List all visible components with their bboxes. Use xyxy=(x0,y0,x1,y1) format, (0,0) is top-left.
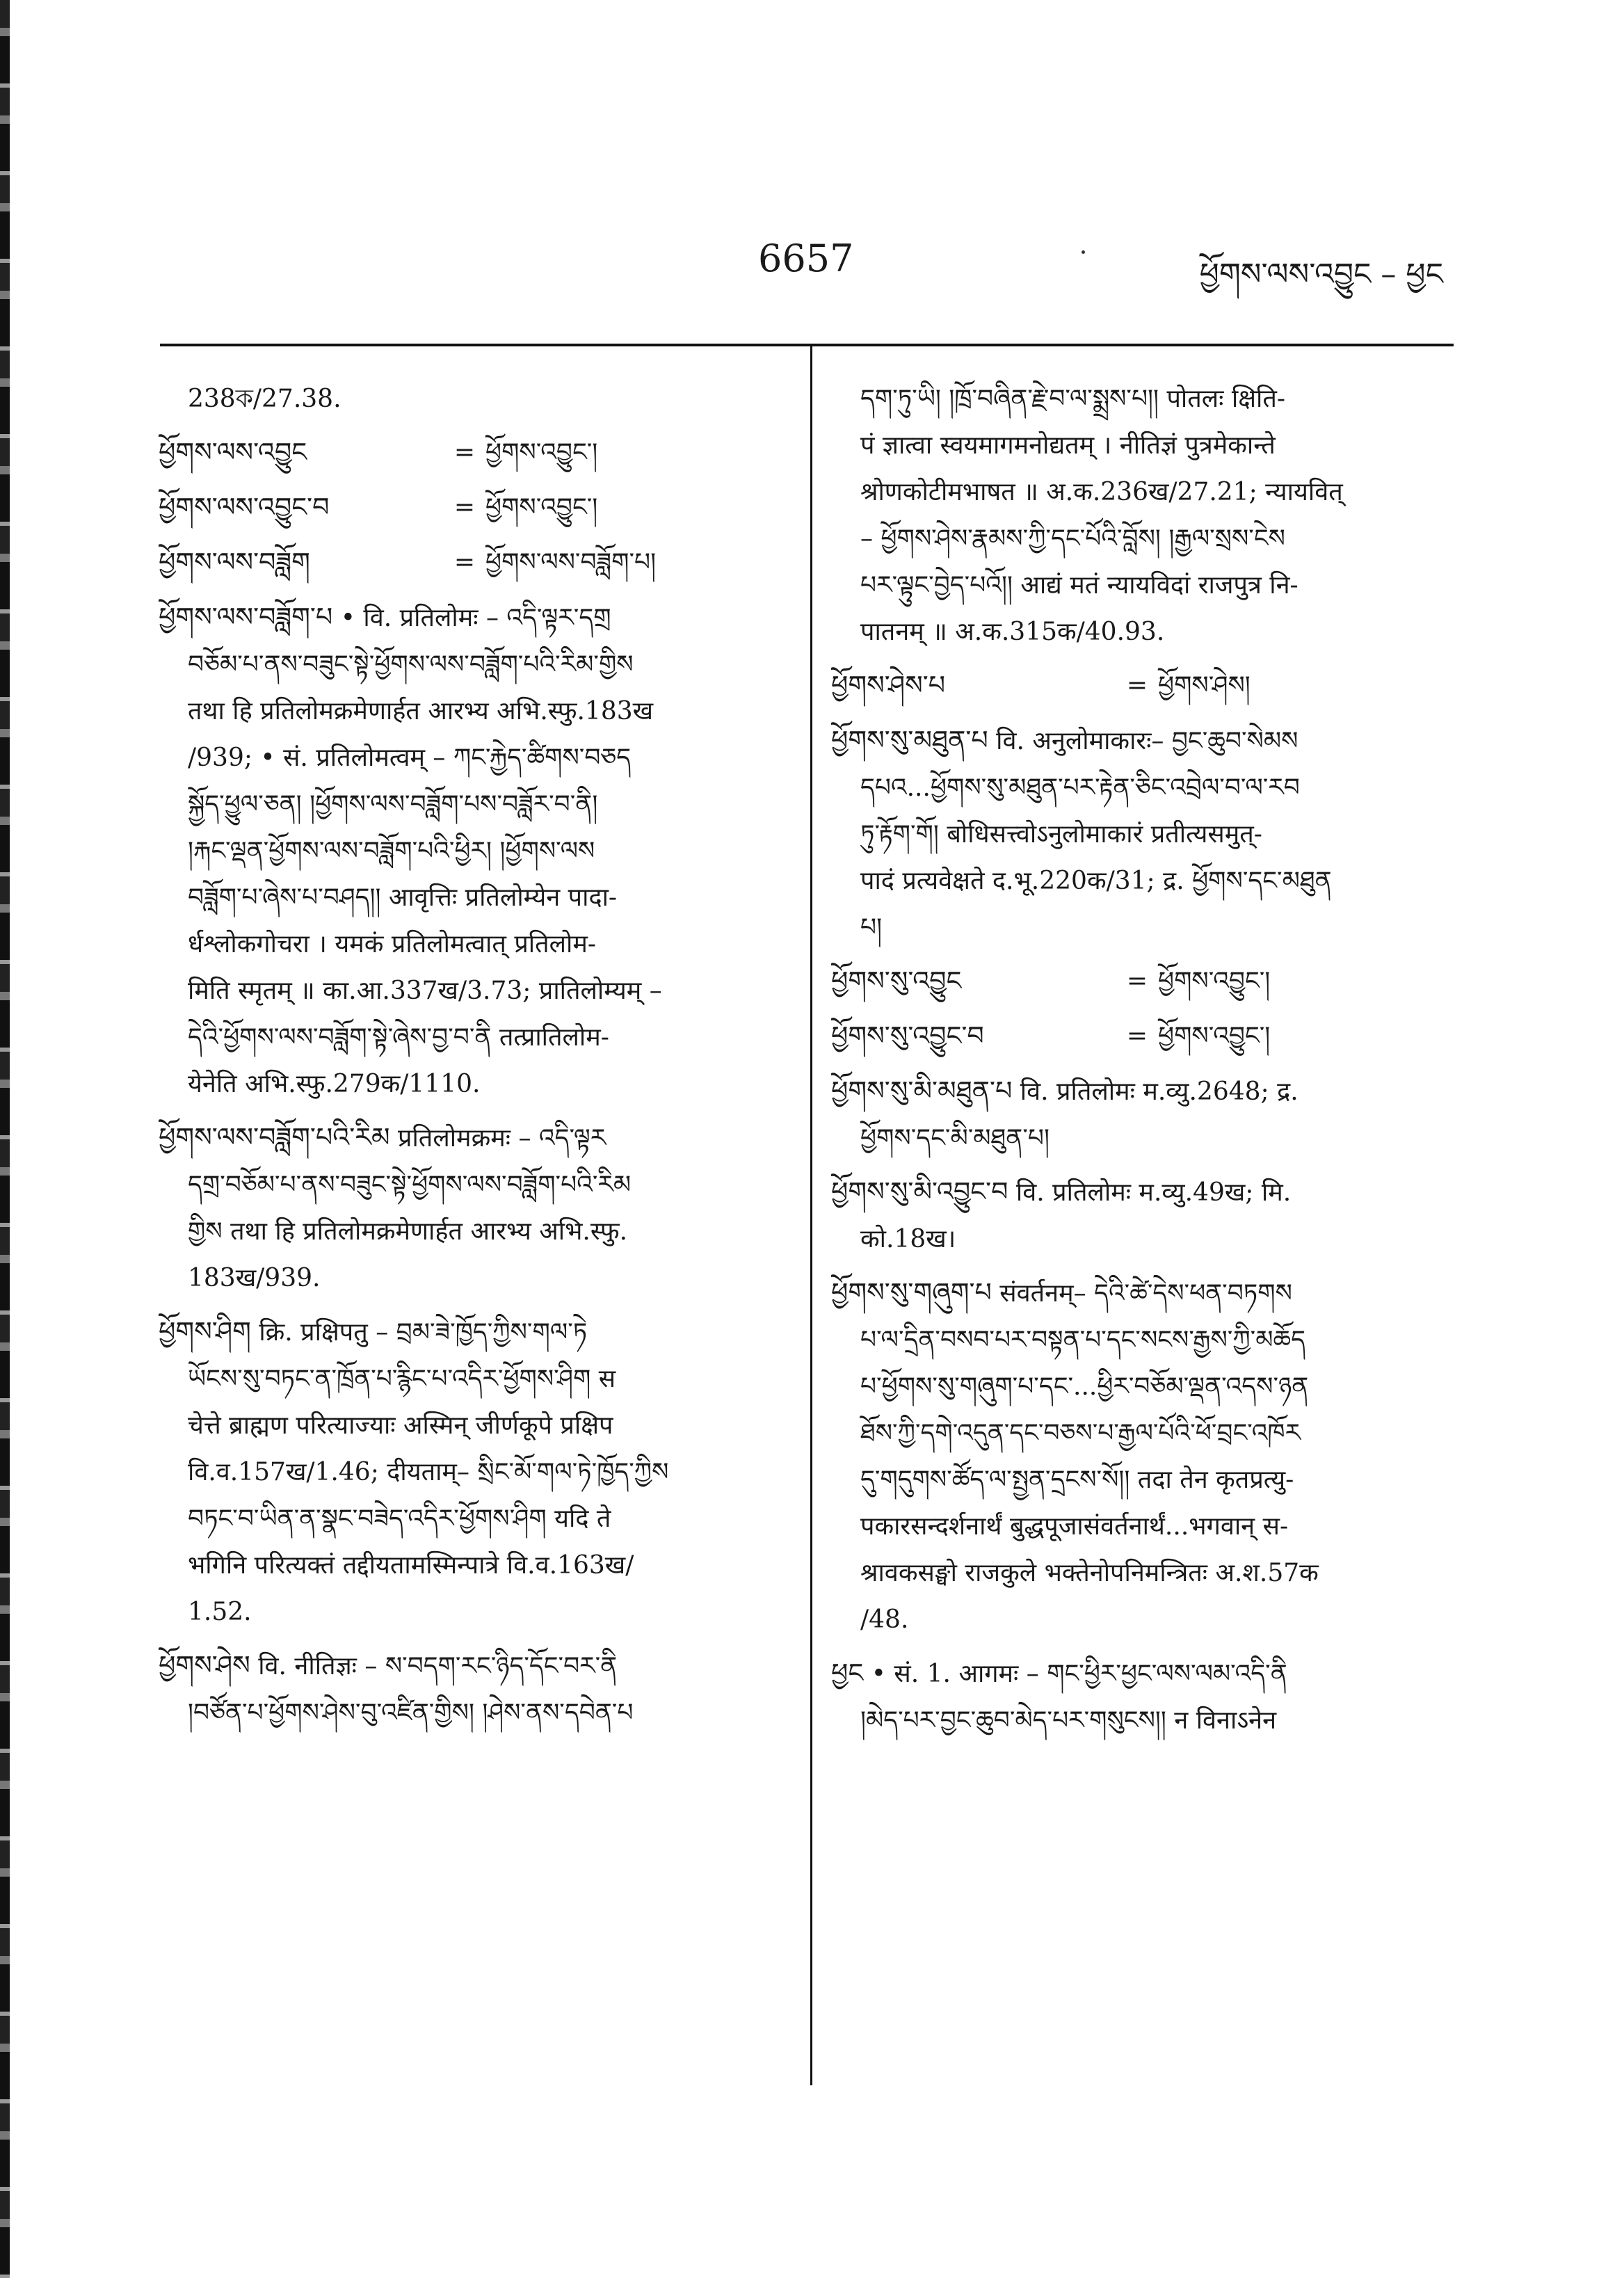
equals-sign: = xyxy=(1126,967,1148,995)
xref-target: ཕྱོགས་འབྱུང་། xyxy=(485,438,598,467)
xref-entry xyxy=(831,1013,1457,1059)
scan-speck xyxy=(1082,250,1085,254)
entry-headword: ཕྱོགས་སུ་མི་འབྱུང་བ xyxy=(831,1176,1008,1207)
dictionary-entry xyxy=(159,594,785,1107)
entry-line: पं ज्ञात्वा स्वयमागमनोद्यतम् । नीतिज्ञं पुत्रमेकान्ते xyxy=(860,431,1276,460)
entry-line: ཏུ་རྟོག་གོ། बोधिसत्त्वोऽनुलोमाकारं प्रतीत्यसमुत्- xyxy=(860,820,1262,849)
entry-line: भगिनि परित्यक्तं तद्दीयतामस्मिन्पात्रे वि.व.163ख/ xyxy=(188,1551,634,1580)
entry-headword: ཕྱོགས་སུ་མཐུན་པ xyxy=(831,725,988,755)
entry-line: वि. प्रतिलोमः म.व्यु.49ख; मि. xyxy=(1015,1178,1292,1207)
xref-target: ཕྱོགས་འབྱུང་། xyxy=(1158,967,1271,995)
xref-headword: ཕྱོགས་ལས་འབྱུང xyxy=(159,437,307,467)
entry-line: /48. xyxy=(860,1605,909,1634)
entry-line: པ་ཕྱོགས་སུ་གཞུག་པ་དང་...ཕྱིར་བཅོམ་ལྡན་འདས་ཉན xyxy=(860,1372,1309,1401)
entry-line: །རྐང་ལྡན་ཕྱོགས་ལས་བཟློག་པའི་ཕྱིར། །ཕྱོགས་ལས xyxy=(188,837,595,865)
xref-entry xyxy=(159,429,785,476)
xref-headword: ཕྱོགས་ཤེས་པ xyxy=(831,670,946,700)
entry-line: /939; • सं. प्रतिलोमत्वम् – ཀང་རྐྱེད་ཚིགས་བཅད xyxy=(188,744,632,772)
xref-headword: ཕྱོགས་སུ་འབྱུང་བ xyxy=(831,1020,984,1051)
header-rule xyxy=(160,344,1454,346)
entry-line: श्रोणकोटीमभाषत ॥ अ.क.236ख/27.21; न्यायवित् xyxy=(860,478,1343,506)
entry-line: वि.व.157ख/1.46; दीयताम्– སྲིང་མོ་གལ་ཏེ་ཁྱོད་ཀྱིས xyxy=(188,1458,669,1486)
dictionary-entry xyxy=(831,717,1457,951)
dictionary-entry xyxy=(831,1650,1457,1744)
entry-line: वि. अनुलोमाकारः– བྱང་ཆུབ་སེམས xyxy=(996,727,1299,755)
entry-line: तथा हि प्रतिलोमक्रमेणार्हत आरभ्य अभि.स्फु.183ख xyxy=(188,697,654,725)
entry-line: वि. प्रतिलोमः म.व्यु.2648; द्र. xyxy=(1020,1077,1299,1106)
dictionary-entry xyxy=(159,1642,785,1736)
running-head: ཕྱོགས་ལས་འབྱུང – ཕྱང xyxy=(1199,257,1443,292)
dictionary-entry xyxy=(831,1169,1457,1262)
entry-line: བཅོམ་པ་ནས་བཟུང་སྟེ་ཕྱོགས་ལས་བཟློག་པའི་རིམ་གྱིས xyxy=(188,650,634,679)
continuation-ref: 238ক/27.38. xyxy=(188,385,341,413)
entry-line: पकारसन्दर्शनार्थं बुद्धपूजासंवर्तनार्थं...भगवान् स- xyxy=(860,1512,1289,1541)
entry-line: • वि. प्रतिलोमः – འདི་ལྟར་དགྲ xyxy=(340,604,611,632)
entry-headword: ཕྱོགས་ཤིག xyxy=(159,1316,251,1347)
entry-line: གྱིས तथा हि प्रतिलोमक्रमेणार्हत आरभ्य अभि.स्फु. xyxy=(188,1217,628,1246)
entry-line: श्रावकसङ्घो राजकुले भक्तेनोपनिमन्त्रितः अ.श.57क xyxy=(860,1559,1319,1587)
xref-target: ཕྱོགས་ཤེས། xyxy=(1158,671,1251,700)
scan-edge xyxy=(0,0,10,2278)
entry-line: ཐོས་ཀྱི་དགེ་འདུན་དང་བཅས་པ་རྒྱལ་པོའི་ཕོ་བྲང་འཁོར xyxy=(860,1419,1301,1447)
equals-sign: = xyxy=(453,548,476,577)
entry-line: पादं प्रत्यवेक्षते द.भू.220क/31; द्र. ཕྱོགས་དང་མཐུན xyxy=(860,867,1332,895)
entry-line: དཔའ...ཕྱོགས་སུ་མཐུན་པར་རྟེན་ཅིང་འབྲེལ་བ་ལ་རབ xyxy=(860,773,1300,802)
equals-sign: = xyxy=(1126,1022,1148,1050)
entry-line: །མེད་པར་བྱང་ཆུབ་མེད་པར་གསུངས།། न विनाऽनेन xyxy=(860,1706,1277,1735)
xref-target: ཕྱོགས་འབྱུང་། xyxy=(1158,1022,1271,1050)
entry-line: प्रतिलोमक्रमः – འདི་ལྟར xyxy=(398,1124,606,1153)
entry-line: དུ་གདུགས་ཚོད་ལ་སྤྱན་དྲངས་སོ།། तदा तेन कृतप्रत्यु- xyxy=(860,1466,1294,1494)
xref-headword: ཕྱོགས་ལས་བཟློག xyxy=(159,547,310,577)
entry-line: །བཙོན་པ་ཕྱོགས་ཤེས་བུ་འཛིན་གྱིས། །ཤེས་ནས་དབེན་པ xyxy=(188,1699,634,1727)
xref-target: ཕྱོགས་འབྱུང་། xyxy=(485,493,598,522)
dictionary-entry xyxy=(159,1308,785,1635)
entry-line: को.18ख। xyxy=(860,1225,956,1253)
entry-headword: ཕྱང xyxy=(831,1658,864,1688)
entry-line: चेत्ते ब्राह्मण परित्याज्याः अस्मिन् जीर्णकूपे प्रक्षिप xyxy=(188,1411,613,1440)
entry-line: र्धश्लोकगोचरा । यमकं प्रतिलोमत्वात् प्रतिलोम- xyxy=(188,930,597,958)
xref-entry xyxy=(159,484,785,531)
entry-line: वि. नीतिज्ञः – ས་བདག་རང་ཉིད་དོང་བར་ནི xyxy=(258,1652,618,1681)
entry-headword: ཕྱོགས་སུ་མི་མཐུན་པ xyxy=(831,1075,1013,1106)
entry-line: • सं. 1. आगमः – གང་ཕྱིར་ཕྱང་ལས་ལམ་འདི་ནི xyxy=(871,1660,1287,1688)
entry-line: པར་ལྟུང་བྱེད་པའོ།། आद्यं मतं न्यायविदां राजपुत्र नि- xyxy=(860,571,1299,600)
entry-line: – ཕྱོགས་ཤེས་རྣམས་ཀྱི་དང་པོའི་བློས། །རྒྱལ་སྲས་ངེས xyxy=(860,524,1285,553)
entry-line: ཡོངས་སུ་བཏང་ན་ཁྲོན་པ་རྙིང་པ་འདིར་ཕྱོགས་ཤིག स xyxy=(188,1365,616,1393)
equals-sign: = xyxy=(1126,671,1148,700)
entry-line: मिति स्मृतम् ॥ का.आ.337ख/3.73; प्रातिलोम्यम् – xyxy=(188,977,662,1005)
entry-line: པ། xyxy=(860,913,883,942)
column-divider xyxy=(810,346,812,2085)
xref-entry xyxy=(831,662,1457,709)
entry-line: 1.52. xyxy=(188,1598,252,1626)
right-column xyxy=(831,376,1457,2198)
entry-headword: ཕྱོགས་ལས་བཟློག་པ xyxy=(159,602,333,632)
entry-headword: ཕྱོགས་ཤེས xyxy=(159,1650,250,1681)
left-column xyxy=(159,376,785,2198)
xref-entry xyxy=(159,539,785,586)
xref-headword: ཕྱོགས་སུ་འབྱུང xyxy=(831,965,962,996)
entry-line: 183ख/939. xyxy=(188,1264,321,1292)
entry-line: ཕྱོགས་དང་མི་མཐུན་པ། xyxy=(860,1124,1050,1153)
equals-sign: = xyxy=(453,493,476,522)
entry-line: पातनम् ॥ अ.क.315क/40.93. xyxy=(860,618,1165,646)
entry-headword: ཕྱོགས་ལས་བཟློག་པའི་རིམ xyxy=(159,1122,390,1153)
page-number: 6657 xyxy=(758,236,854,280)
dictionary-entry xyxy=(831,1269,1457,1643)
entry-line: དེའི་ཕྱོགས་ལས་བཟློག་སྟེ་ཞེས་བྱ་བ་ནི तत्प्रातिलोम- xyxy=(188,1023,609,1052)
xref-entry xyxy=(831,958,1457,1004)
dictionary-entry xyxy=(159,1114,785,1301)
entry-line: པ་ལ་དྲིན་བསབ་པར་བསྟན་པ་དང་སངས་རྒྱས་ཀྱི་མཆོད xyxy=(860,1326,1305,1354)
xref-target: ཕྱོགས་ལས་བཟློག་པ། xyxy=(485,548,657,577)
continuation-text xyxy=(831,376,1457,655)
entry-line: संवर्तनम्– དེའི་ཚེ་དེས་ཕན་བཏགས xyxy=(999,1279,1292,1308)
dictionary-entry xyxy=(831,1068,1457,1162)
entry-line: येनेति अभि.स्फु.279क/1110. xyxy=(188,1070,481,1098)
entry-line: བཏང་བ་ཡིན་ན་སྣང་བཟེད་འདིར་ཕྱོགས་ཤིག यदि ते xyxy=(188,1505,611,1533)
entry-line: སྐྱོད་ཕྱུལ་ཅན། །ཕྱོགས་ལས་བཟློག་པས་བཟློར་བ་ནི། xyxy=(188,790,598,819)
entry-line: བཟློག་པ་ཞེས་པ་བཤད།། आवृत्तिः प्रतिलोम्येन पादा- xyxy=(188,883,618,912)
xref-headword: ཕྱོགས་ལས་འབྱུང་བ xyxy=(159,492,330,522)
entry-line: དགྲ་བཅོམ་པ་ནས་བཟུང་སྟེ་ཕྱོགས་ལས་བཟློག་པའི་རིམ xyxy=(188,1171,632,1199)
entry-line: क्रि. प्रक्षिपतु – བྲམ་ཟེ་ཁྱོད་ཀྱིས་གལ་ཏེ xyxy=(259,1318,588,1347)
entry-headword: ཕྱོགས་སུ་གཞུག་པ xyxy=(831,1277,992,1308)
entry-line: དག་ཏུ་ཡི། །ཁྲོ་བཞིན་རྗེ་བ་ལ་སྨྲས་པ།། पोतलः क्षिति- xyxy=(860,385,1286,413)
equals-sign: = xyxy=(453,438,476,467)
